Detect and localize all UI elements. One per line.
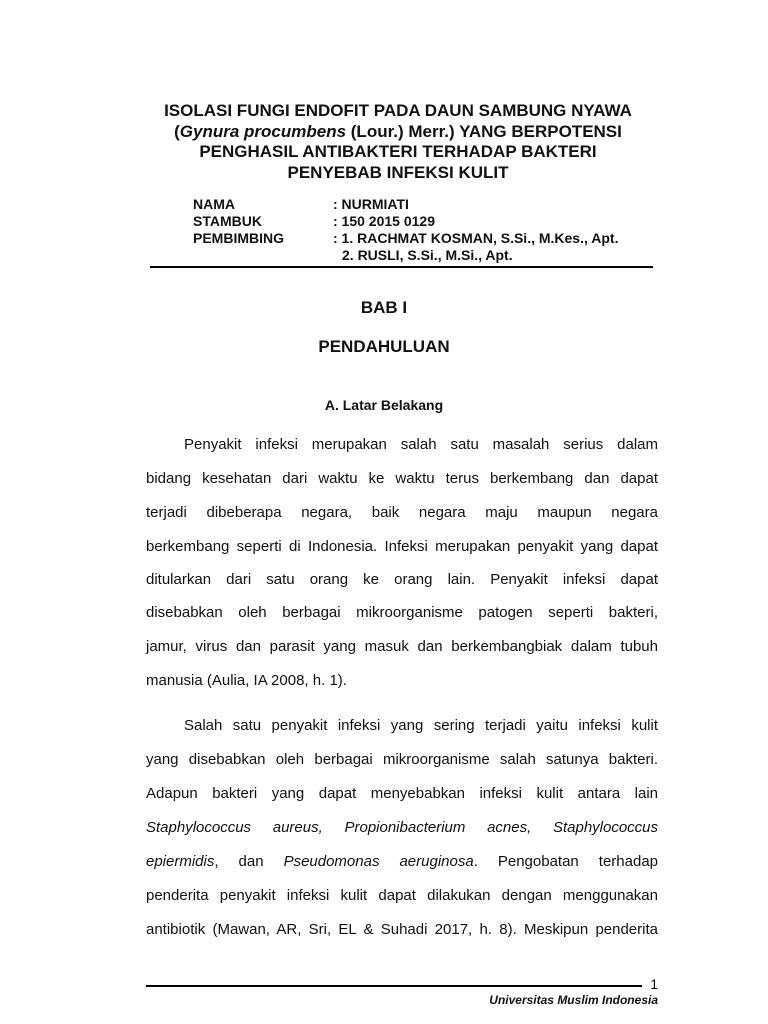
title-paren: ( bbox=[174, 121, 180, 141]
section-heading: A. Latar Belakang bbox=[324, 397, 444, 413]
meta-stambuk-value: : 150 2015 0129 bbox=[333, 213, 435, 229]
paragraph-2-line-6: penderita penyakit infeksi kulit dapat dilakukan dengan menggunakan bbox=[146, 887, 658, 904]
comma: , bbox=[214, 853, 219, 870]
paragraph-1-line-4: berkembang seperti di Indonesia. Infeksi merupakan penyakit yang dapat bbox=[146, 538, 658, 555]
paragraph-1-line-8: manusia (Aulia, IA 2008, h. 1). bbox=[146, 672, 347, 689]
paragraph-2-line-4 bbox=[146, 818, 658, 838]
title-line-2 bbox=[140, 122, 656, 143]
meta-stambuk-label: STAMBUK bbox=[193, 213, 262, 229]
paragraph-1-line-3: terjadi dibeberapa negara, baik negara maju maupun negara bbox=[146, 504, 658, 521]
species-acnes: acnes, bbox=[487, 819, 532, 836]
chapter-heading: BAB I bbox=[360, 298, 408, 317]
paragraph-1-line-5: ditularkan dari satu orang ke orang lain. Penyakit infeksi dapat bbox=[146, 571, 658, 588]
meta-nama bbox=[193, 196, 409, 213]
word-terhadap: terhadap bbox=[598, 853, 658, 870]
document-title bbox=[140, 101, 656, 183]
meta-pembimbing-value-2: 2. RUSLI, S.Si., M.Si., Apt. bbox=[342, 247, 513, 263]
paragraph-1-line-1: Penyakit infeksi merupakan salah satu masalah serius dalam bbox=[184, 436, 658, 453]
title-line-2-rest: (Lour.) Merr.) YANG BERPOTENSI bbox=[346, 121, 622, 141]
species-epiermidis: epiermidis bbox=[146, 853, 215, 870]
paragraph-1-line-2: bidang kesehatan dari waktu ke waktu terus berkembang dan dapat bbox=[146, 470, 658, 487]
paragraph-1-line-6: disebabkan oleh berbagai mikroorganisme patogen seperti bakteri, bbox=[146, 604, 658, 621]
species-staphylococcus-2: Staphylococcus bbox=[552, 819, 659, 836]
title-species: Gynura procumbens bbox=[179, 121, 347, 141]
page-number: 1 bbox=[650, 976, 658, 992]
paragraph-2-line-3: Adapun bakteri yang dapat menyebabkan infeksi kulit antara lain bbox=[146, 785, 658, 802]
meta-nama-label: NAMA bbox=[193, 196, 235, 212]
meta-pembimbing bbox=[193, 230, 618, 247]
word-pengobatan: Pengobatan bbox=[497, 853, 579, 870]
species-pseudomonas: Pseudomonas aeruginosa bbox=[283, 853, 474, 870]
paragraph-2-line-7: antibiotik (Mawan, AR, Sri, EL & Suhadi 2017, h. 8). Meskipun penderita bbox=[146, 921, 658, 938]
word-dan: dan bbox=[238, 853, 264, 870]
footer-university: Universitas Muslim Indonesia bbox=[489, 993, 658, 1007]
meta-stambuk bbox=[193, 213, 435, 230]
meta-pembimbing-label: PEMBIMBING bbox=[193, 230, 284, 246]
paragraph-2-line-5 bbox=[146, 852, 658, 872]
meta-pembimbing-value-1: : 1. RACHMAT KOSMAN, S.Si., M.Kes., Apt. bbox=[333, 230, 619, 246]
title-line-4: PENYEBAB INFEKSI KULIT bbox=[287, 162, 509, 182]
species-staphylococcus: Staphylococcus bbox=[146, 819, 252, 836]
title-line-1: ISOLASI FUNGI ENDOFIT PADA DAUN SAMBUNG NYAWA bbox=[164, 101, 632, 120]
paragraph-2-line-2: yang disebabkan oleh berbagai mikroorganisme salah satunya bakteri. bbox=[146, 751, 658, 768]
footer-divider bbox=[146, 985, 642, 987]
chapter-title: PENDAHULUAN bbox=[318, 337, 450, 356]
meta-nama-value: : NURMIATI bbox=[333, 196, 409, 212]
paragraph-2-line-1: Salah satu penyakit infeksi yang sering terjadi yaitu infeksi kulit bbox=[184, 717, 658, 734]
header-divider bbox=[150, 266, 653, 268]
paragraph-1-line-7: jamur, virus dan parasit yang masuk dan berkembangbiak dalam tubuh bbox=[146, 638, 658, 655]
period: . bbox=[473, 853, 478, 870]
species-aureus: aureus, bbox=[272, 819, 323, 836]
title-line-3: PENGHASIL ANTIBAKTERI TERHADAP BAKTERI bbox=[199, 142, 597, 161]
species-propionibacterium: Propionibacterium bbox=[344, 819, 466, 836]
